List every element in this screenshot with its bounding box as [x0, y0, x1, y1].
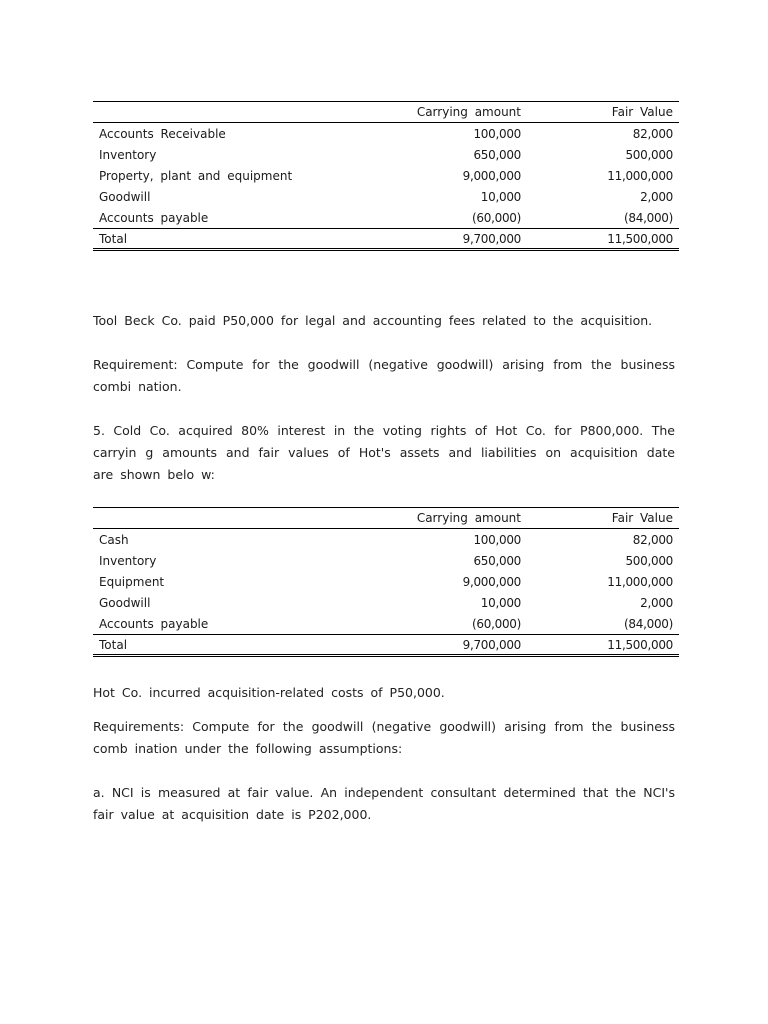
header-label: [93, 508, 385, 529]
row-carrying: 10,000: [480, 189, 521, 204]
header-fair-value: Fair Value: [527, 508, 679, 529]
table-row: [93, 165, 679, 186]
header-label: [93, 102, 385, 123]
row-label: Inventory: [99, 147, 157, 162]
total-carrying: 9,700,000: [385, 229, 527, 250]
table-row: [93, 571, 679, 592]
balance-table-tool-beck: [93, 101, 679, 251]
row-fair: 11,000,000: [607, 574, 673, 589]
row-carrying: 650,000: [473, 553, 521, 568]
row-label: Equipment: [99, 574, 165, 589]
table-row: [93, 550, 679, 571]
row-label: Accounts payable: [99, 616, 209, 631]
row-label: Goodwill: [99, 595, 151, 610]
paragraph-requirements: Requirements: Compute for the goodwill (negative goodwill) arising from the business comb ination under the following assumptions:: [93, 719, 675, 756]
total-label: Total: [93, 635, 385, 656]
row-carrying: 10,000: [480, 595, 521, 610]
table-total-row: [93, 229, 679, 250]
row-label: Inventory: [99, 553, 157, 568]
paragraph-requirement: Requirement: Compute for the goodwill (negative goodwill) arising from the business combi nation.: [93, 357, 675, 394]
header-carrying-amount: Carrying amount: [385, 102, 527, 123]
row-fair: (84,000): [624, 616, 673, 631]
row-label: Cash: [99, 532, 129, 547]
row-fair: 11,000,000: [607, 168, 673, 183]
row-label: Goodwill: [99, 189, 151, 204]
row-fair: 82,000: [632, 532, 673, 547]
total-fair: 11,500,000: [527, 635, 679, 656]
total-label: Total: [93, 229, 385, 250]
table-header-row: [93, 508, 679, 529]
paragraph-assumption-a: a. NCI is measured at fair value. An independent consultant determined that the NCI's fair value at acquisition date is P202,000.: [93, 785, 675, 822]
table-row: [93, 613, 679, 635]
table-header-row: [93, 102, 679, 123]
row-fair: 2,000: [640, 595, 673, 610]
table-row: [93, 207, 679, 229]
paragraph-legal-fees: Tool Beck Co. paid P50,000 for legal and accounting fees related to the acquisition.: [93, 313, 653, 328]
row-fair: 500,000: [625, 553, 673, 568]
row-label: Accounts payable: [99, 210, 209, 225]
row-carrying: (60,000): [472, 616, 521, 631]
row-carrying: 100,000: [473, 126, 521, 141]
row-fair: (84,000): [624, 210, 673, 225]
paragraph-acquisition-costs: Hot Co. incurred acquisition-related costs of P50,000.: [93, 685, 445, 700]
row-fair: 82,000: [632, 126, 673, 141]
row-carrying: 9,000,000: [462, 168, 521, 183]
row-carrying: (60,000): [472, 210, 521, 225]
header-carrying-amount: Carrying amount: [385, 508, 527, 529]
row-fair: 500,000: [625, 147, 673, 162]
balance-table-hot-co: [93, 507, 679, 657]
total-fair: 11,500,000: [527, 229, 679, 250]
row-label: Accounts Receivable: [99, 126, 226, 141]
row-label: Property, plant and equipment: [99, 168, 293, 183]
header-fair-value: Fair Value: [527, 102, 679, 123]
row-carrying: 100,000: [473, 532, 521, 547]
total-carrying: 9,700,000: [385, 635, 527, 656]
paragraph-problem-5: 5. Cold Co. acquired 80% interest in the voting rights of Hot Co. for P800,000. The carryin g amounts and fair values of Hot's assets and liabilities on acquisition date are shown belo w:: [93, 423, 675, 482]
row-carrying: 9,000,000: [462, 574, 521, 589]
table-row: [93, 144, 679, 165]
table-total-row: [93, 635, 679, 656]
table-row: [93, 529, 679, 551]
row-fair: 2,000: [640, 189, 673, 204]
table-row: [93, 592, 679, 613]
row-carrying: 650,000: [473, 147, 521, 162]
table-row: [93, 123, 679, 145]
table-row: [93, 186, 679, 207]
